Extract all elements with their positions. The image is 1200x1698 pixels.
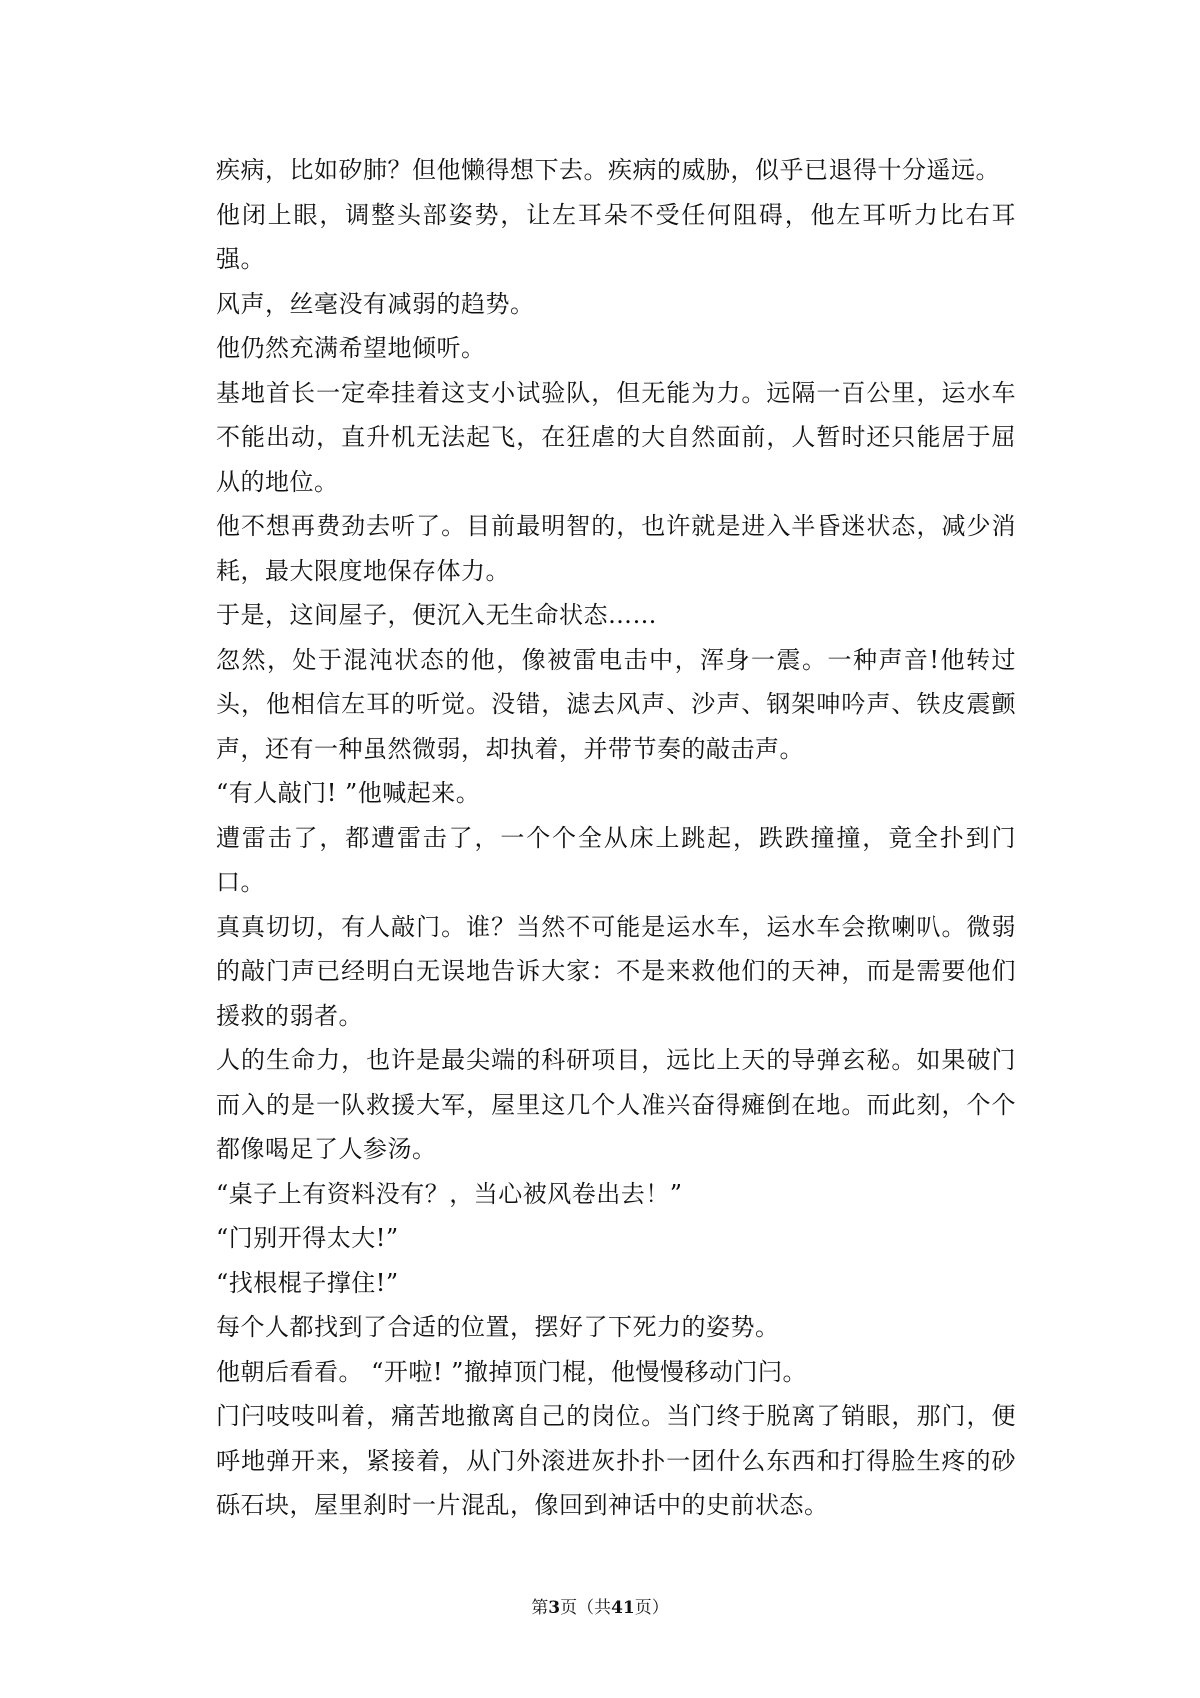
paragraph: 忽然，处于混沌状态的他，像被雷电击中，浑身一震。一种声音!他转过头，他相信左耳的听觉。没错，滤去风声、沙声、钢架呻吟声、铁皮震颤声，还有一种虽然微弱，却执着，并带节奏的敲击声。 bbox=[216, 645, 1016, 763]
page-footer bbox=[0, 1596, 1200, 1620]
body-text bbox=[216, 148, 1016, 1528]
page-number: 3 bbox=[548, 1598, 561, 1618]
total-pages: 41 bbox=[611, 1598, 635, 1618]
paragraph: 他不想再费劲去听了。目前最明智的，也许就是进入半昏迷状态，减少消耗，最大限度地保存体力。 bbox=[216, 512, 1016, 585]
paragraph: “有人敲门! ”他喊起来。 bbox=[216, 779, 481, 807]
paragraph: 于是，这间屋子，便沉入无生命状态…… bbox=[216, 601, 657, 629]
paragraph: 疾病，比如矽肺？但他懒得想下去。疾病的威胁，似乎已退得十分遥远。 bbox=[216, 156, 1000, 184]
paragraph: 他仍然充满希望地倾听。 bbox=[216, 334, 486, 362]
footer-prefix: 第 bbox=[531, 1598, 549, 1618]
paragraph: 风声，丝毫没有减弱的趋势。 bbox=[216, 289, 535, 318]
paragraph: 他朝后看看。 “开啦! ”撤掉顶门棍，他慢慢移动门闩。 bbox=[216, 1357, 807, 1386]
paragraph: 真真切切，有人敲门。谁？当然不可能是运水车，运水车会揿喇叭。微弱的敲门声已经明白无误地告诉大家：不是来救他们的天神，而是需要他们援救的弱者。 bbox=[216, 912, 1016, 1030]
footer-middle: 页（共 bbox=[560, 1598, 612, 1618]
paragraph: 门闩吱吱叫着，痛苦地撤离自己的岗位。当门终于脱离了销眼，那门，便呼地弹开来，紧接着，从门外滚进灰扑扑一团什么东西和打得脸生疼的砂砾石块，屋里刹时一片混乱，像回到神话中的史前状态。 bbox=[216, 1402, 1016, 1519]
paragraph: “桌子上有资料没有？，当心被风卷出去！” bbox=[216, 1179, 683, 1208]
paragraph: 人的生命力，也许是最尖端的科研项目，远比上天的导弹玄秘。如果破门而入的是一队救援大军，屋里这几个人准兴奋得瘫倒在地。而此刻，个个都像喝足了人参汤。 bbox=[216, 1046, 1016, 1163]
paragraph: “找根棍子撑住!” bbox=[216, 1268, 399, 1297]
paragraph: 他闭上眼，调整头部姿势，让左耳朵不受任何阻碍，他左耳听力比右耳强。 bbox=[216, 200, 1016, 273]
paragraph: 每个人都找到了合适的位置，摆好了下死力的姿势。 bbox=[216, 1313, 780, 1341]
paragraph: 遭雷击了，都遭雷击了，一个个全从床上跳起，跌跌撞撞，竟全扑到门口。 bbox=[216, 823, 1016, 896]
paragraph: 基地首长一定牵挂着这支小试验队，但无能为力。远隔一百公里，运水车不能出动，直升机无法起飞，在狂虐的大自然面前，人暂时还只能居于屈从的地位。 bbox=[216, 378, 1016, 496]
paragraph: “门别开得太大!” bbox=[216, 1224, 399, 1252]
footer-suffix: 页） bbox=[634, 1598, 669, 1618]
